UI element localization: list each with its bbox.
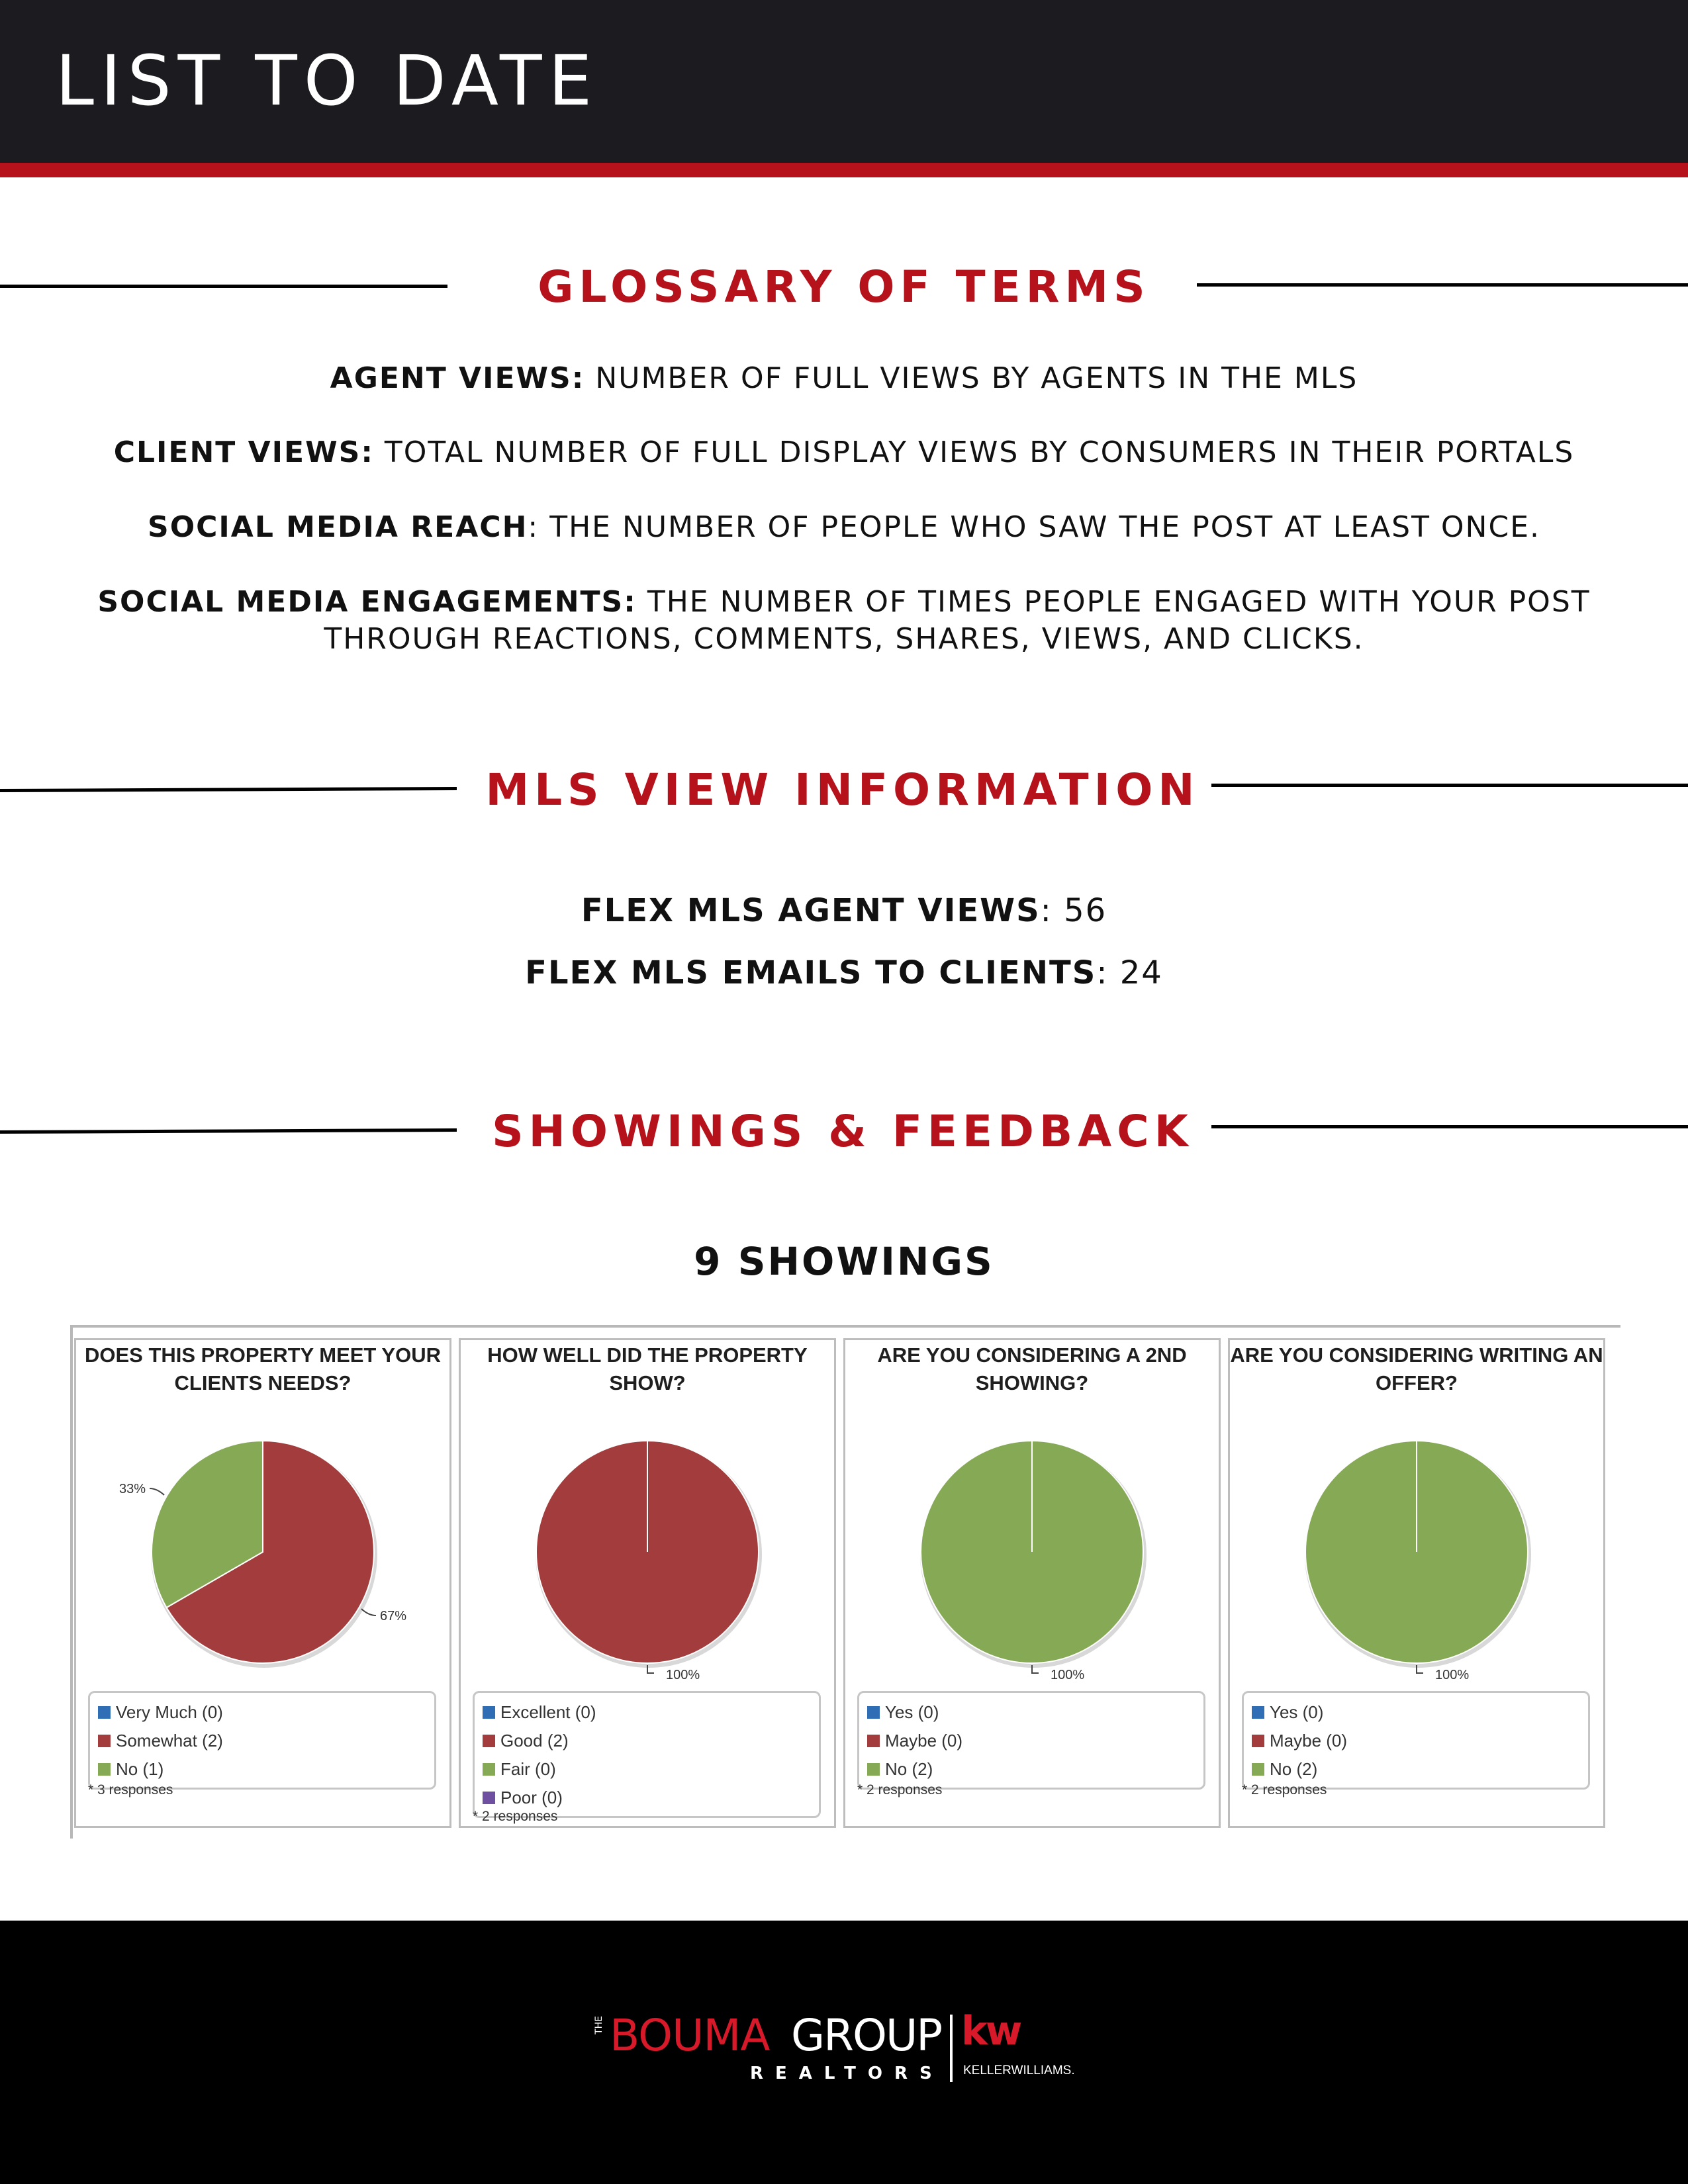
mls-agent-views-value: : 56: [1040, 892, 1107, 929]
legend-swatch: [483, 1792, 495, 1804]
logo-the: [592, 2016, 606, 2038]
legend-swatch: [867, 1735, 880, 1747]
legend-swatch: [98, 1735, 111, 1747]
glossary-term: AGENT VIEWS:: [330, 361, 585, 395]
glossary-definition: THE NUMBER OF TIMES PEOPLE ENGAGED WITH YOUR POST: [636, 585, 1591, 619]
legend-label: No (2): [885, 1759, 933, 1779]
legend-label: Maybe (0): [885, 1731, 963, 1751]
legend-item: [475, 1698, 819, 1727]
legend-item: [475, 1727, 819, 1755]
legend-swatch: [1252, 1706, 1264, 1719]
glossary-definition-continued: THROUGH REACTIONS, COMMENTS, SHARES, VIEWS, AND CLICKS.: [324, 622, 1364, 656]
logo-realtors: REALTORS: [750, 2064, 944, 2083]
mls-section-header: [0, 764, 1688, 817]
feedback-pie-chart: [1230, 1413, 1603, 1691]
glossary-term: SOCIAL MEDIA REACH: [148, 510, 528, 544]
feedback-question: ARE YOU CONSIDERING A 2ND SHOWING?: [877, 1343, 1187, 1394]
showings-section-header: [0, 1105, 1688, 1158]
data-label: 100%: [666, 1668, 700, 1682]
glossary-definition: : THE NUMBER OF PEOPLE WHO SAW THE POST AT LEAST ONCE.: [528, 510, 1540, 544]
legend-swatch: [867, 1706, 880, 1719]
legend-label: No (1): [116, 1759, 164, 1779]
showings-heading: SHOWINGS & FEEDBACK: [492, 1106, 1194, 1157]
chart-legend: [1242, 1691, 1590, 1790]
logo-keller-williams: KELLERWILLIAMS.: [963, 2064, 1075, 2077]
chart-legend: [857, 1691, 1205, 1790]
legend-item: [1244, 1727, 1588, 1755]
page-title: LIST TO DATE: [56, 40, 599, 121]
feedback-question: DOES THIS PROPERTY MEET YOUR CLIENTS NEEDS?: [84, 1343, 441, 1394]
legend-item: [859, 1755, 1203, 1784]
feedback-pie-chart: [76, 1413, 449, 1691]
chart-legend: [473, 1691, 821, 1818]
glossary-section-header: [0, 261, 1688, 314]
responses-note: * 2 responses: [1242, 1782, 1327, 1797]
data-label: 100%: [1435, 1668, 1470, 1682]
legend-swatch: [483, 1706, 495, 1719]
mls-emails-to-clients: [0, 954, 1688, 991]
legend-label: Yes (0): [885, 1702, 939, 1722]
feedback-card-property-show: [459, 1338, 836, 1828]
legend-item: [1244, 1755, 1588, 1784]
legend-item: [90, 1755, 434, 1784]
data-label: 100%: [1051, 1668, 1085, 1682]
legend-label: Good (2): [500, 1731, 569, 1751]
feedback-card-second-showing: [843, 1338, 1221, 1828]
mls-heading: MLS VIEW INFORMATION: [485, 764, 1200, 815]
glossary-item-social-media-reach: [0, 509, 1688, 546]
mls-emails-label: FLEX MLS EMAILS TO CLIENTS: [525, 954, 1097, 991]
glossary-definition: TOTAL NUMBER OF FULL DISPLAY VIEWS BY CONSUMERS IN THEIR PORTALS: [373, 435, 1575, 469]
feedback-card-writing-offer: [1228, 1338, 1605, 1828]
legend-swatch: [98, 1706, 111, 1719]
responses-note: * 2 responses: [473, 1809, 558, 1824]
legend-swatch: [483, 1763, 495, 1776]
logo-bouma: BOUMA: [610, 2010, 770, 2061]
legend-label: Very Much (0): [116, 1702, 223, 1722]
glossary-item-social-media-engagements: [0, 584, 1688, 658]
data-label: 67%: [379, 1609, 406, 1623]
glossary-term: SOCIAL MEDIA ENGAGEMENTS:: [97, 585, 637, 619]
feedback-card-client-needs: [74, 1338, 451, 1828]
data-label: 33%: [119, 1482, 146, 1496]
glossary-definition: NUMBER OF FULL VIEWS BY AGENTS IN THE MLS: [585, 361, 1358, 395]
legend-label: Excellent (0): [500, 1702, 596, 1722]
mls-agent-views-label: FLEX MLS AGENT VIEWS: [581, 892, 1041, 929]
chart-legend: [88, 1691, 436, 1790]
legend-item: [859, 1698, 1203, 1727]
glossary-term: CLIENT VIEWS:: [113, 435, 374, 469]
legend-swatch: [98, 1763, 111, 1776]
responses-note: * 2 responses: [857, 1782, 943, 1797]
glossary-heading: GLOSSARY OF TERMS: [538, 261, 1150, 312]
logo-divider: [950, 2015, 953, 2082]
mls-agent-views: [0, 892, 1688, 929]
showings-count: 9 SHOWINGS: [694, 1239, 994, 1284]
legend-item: [90, 1727, 434, 1755]
feedback-pie-chart: [461, 1413, 834, 1691]
logo-kw: kw: [961, 2008, 1021, 2054]
mls-emails-value: : 24: [1096, 954, 1163, 991]
glossary-item-agent-views: [0, 360, 1688, 397]
feedback-question: HOW WELL DID THE PROPERTY SHOW?: [487, 1343, 808, 1394]
logo-the-text: THE: [593, 2016, 604, 2034]
glossary-item-client-views: [0, 434, 1688, 471]
legend-item: [90, 1698, 434, 1727]
bouma-group-keller-williams-logo: [592, 2008, 1102, 2085]
legend-item: [1244, 1698, 1588, 1727]
legend-label: Somewhat (2): [116, 1731, 223, 1751]
responses-note: * 3 responses: [88, 1782, 173, 1797]
legend-swatch: [1252, 1735, 1264, 1747]
header-accent-line: [0, 163, 1688, 177]
legend-item: [859, 1727, 1203, 1755]
legend-swatch: [867, 1763, 880, 1776]
feedback-question: ARE YOU CONSIDERING WRITING AN OFFER?: [1230, 1343, 1603, 1394]
legend-item: [475, 1755, 819, 1784]
legend-label: Poor (0): [500, 1788, 563, 1807]
legend-label: Yes (0): [1270, 1702, 1324, 1722]
legend-swatch: [1252, 1763, 1264, 1776]
legend-item: [475, 1784, 819, 1812]
feedback-pie-chart: [845, 1413, 1219, 1691]
legend-label: No (2): [1270, 1759, 1318, 1779]
legend-swatch: [483, 1735, 495, 1747]
legend-label: Maybe (0): [1270, 1731, 1348, 1751]
data-label-leader: [361, 1609, 376, 1615]
logo-group: GROUP: [791, 2010, 942, 2061]
header-bar: [0, 0, 1688, 163]
legend-label: Fair (0): [500, 1759, 556, 1779]
data-label-leader: [150, 1488, 164, 1495]
